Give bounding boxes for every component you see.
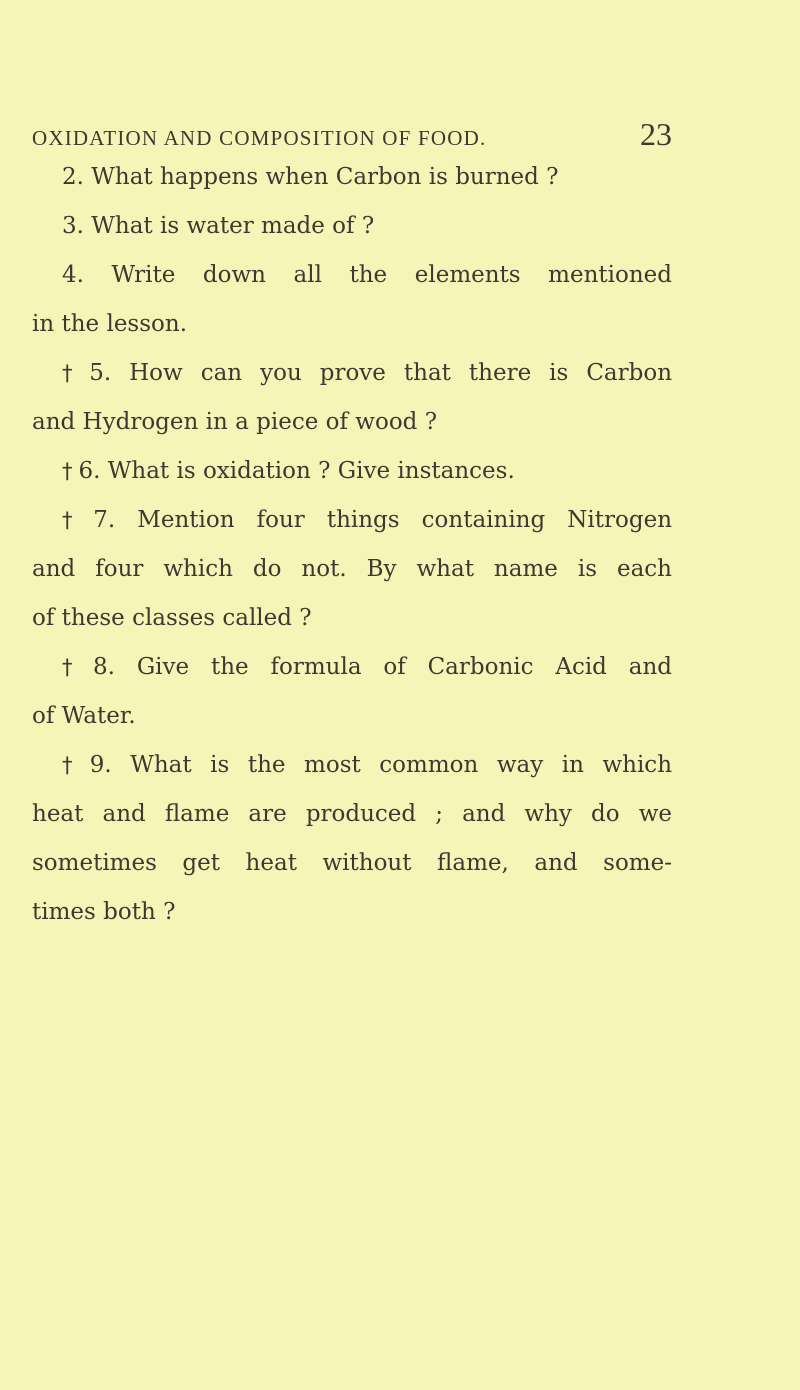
question-line: times both ? [32, 899, 176, 925]
dagger-mark: † [62, 753, 84, 777]
question-text: 9. What is the most common way in which [89, 752, 673, 778]
question-line [32, 447, 672, 496]
dagger-mark: † [62, 508, 88, 532]
question-4 [32, 251, 672, 349]
question-line [32, 349, 672, 398]
question-line: and four which do not. By what name is each [32, 556, 672, 582]
question-line: in the lesson. [32, 311, 188, 337]
dagger-mark: † [62, 459, 73, 483]
question-line: of Water. [32, 703, 136, 729]
question-line: heat and flame are produced ; and why do we [32, 801, 672, 827]
question-text: 7. Mention four things containing Nitrogen [93, 507, 673, 533]
question-8 [32, 643, 672, 741]
question-2 [32, 153, 672, 202]
chapter-title: OXIDATION AND COMPOSITION OF FOOD. [32, 126, 487, 150]
running-head [32, 116, 672, 153]
question-line [32, 741, 672, 790]
question-line: and Hydrogen in a piece of wood ? [32, 409, 438, 435]
question-line [32, 496, 672, 545]
question-9 [32, 741, 672, 937]
question-text: 8. Give the formula of Carbonic Acid and [93, 654, 672, 680]
question-7 [32, 496, 672, 643]
dagger-mark: † [62, 655, 88, 679]
question-6 [32, 447, 672, 496]
question-3 [32, 202, 672, 251]
question-text: 5. How can you prove that there is Carbon [89, 360, 673, 386]
question-line: 4. Write down all the elements mentioned [62, 262, 672, 288]
question-5 [32, 349, 672, 447]
question-line: sometimes get heat without flame, and some- [32, 850, 672, 876]
dagger-mark: † [62, 361, 84, 385]
question-line: of these classes called ? [32, 605, 312, 631]
question-line [32, 643, 672, 692]
question-line: 2. What happens when Carbon is burned ? [62, 164, 559, 190]
question-line: 3. What is water made of ? [62, 213, 375, 239]
question-text: 6. What is oxidation ? Give instances. [78, 458, 515, 484]
page-number: 23 [640, 116, 672, 152]
